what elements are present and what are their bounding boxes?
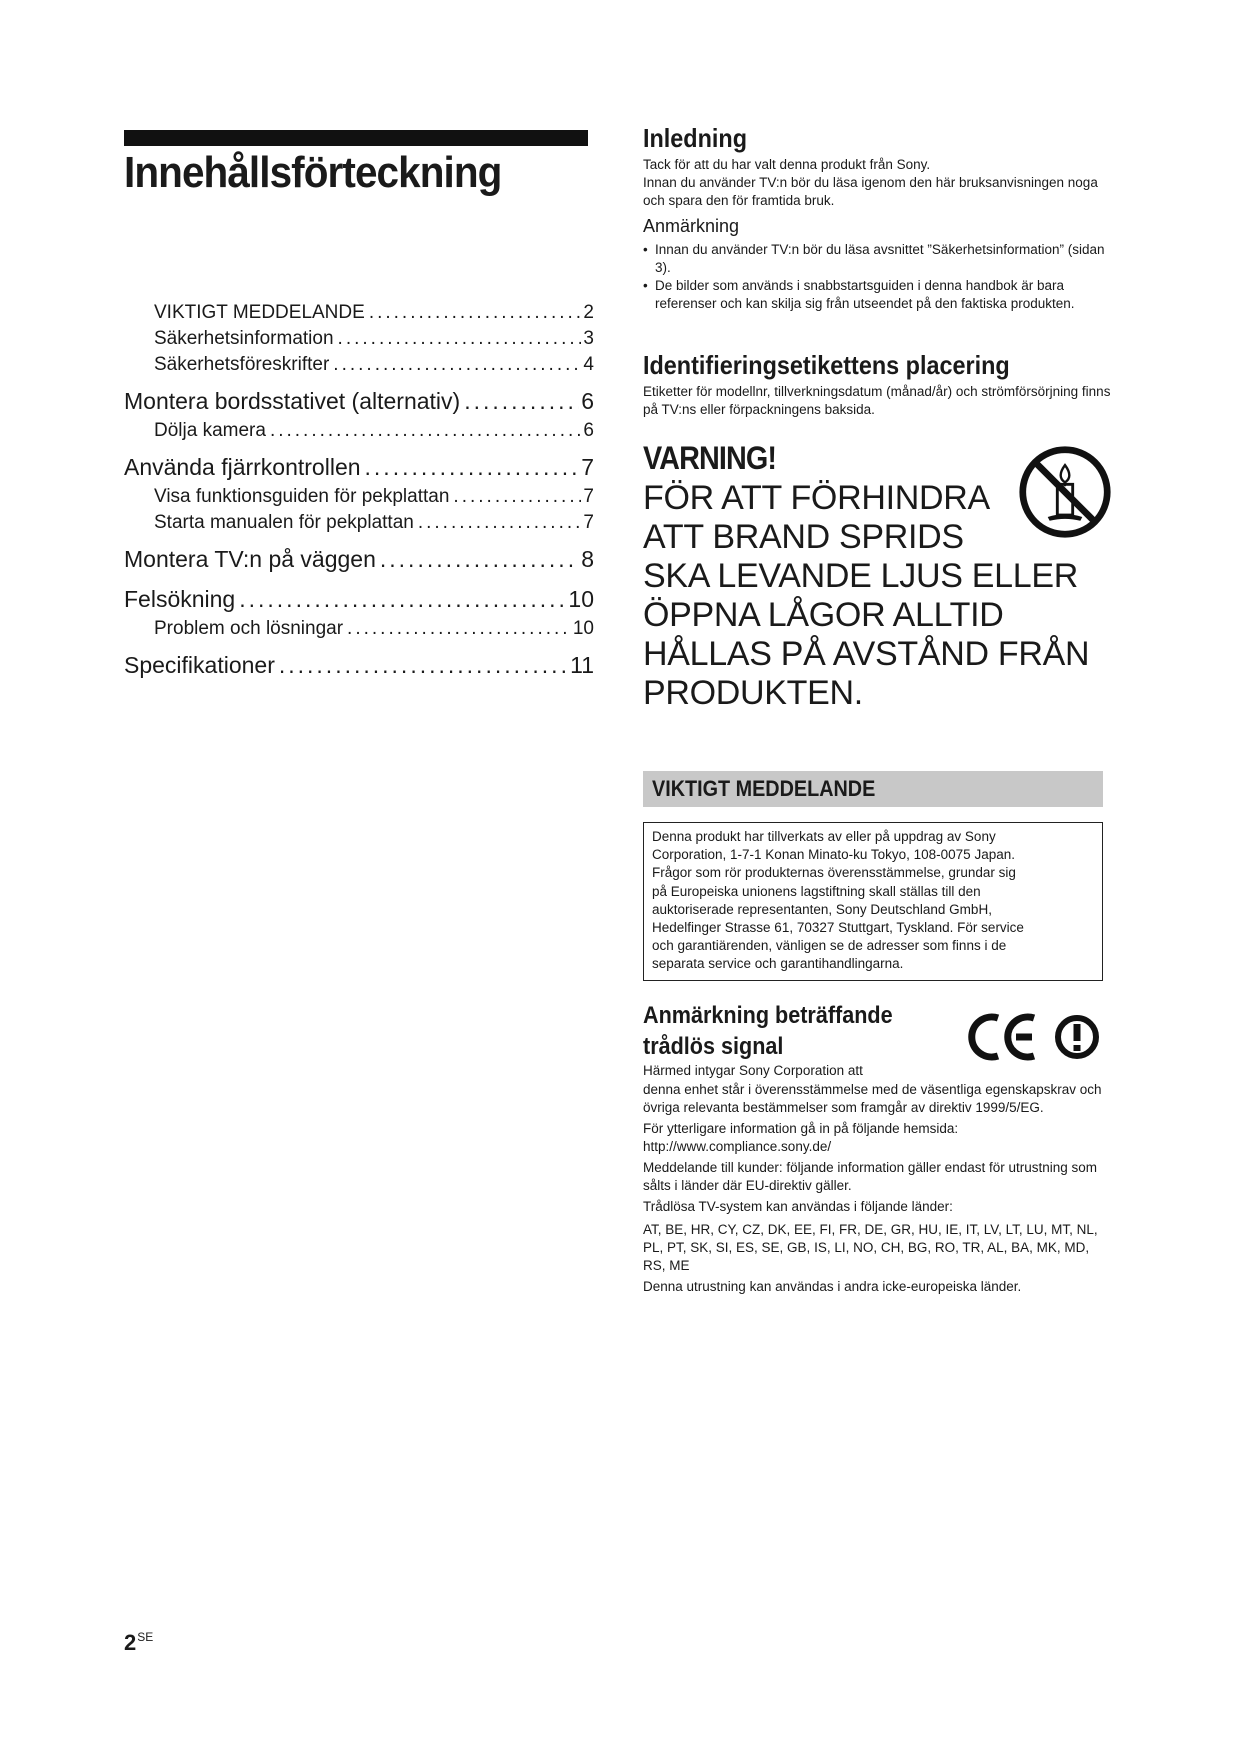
warning-text: FÖR ATT FÖRHINDRA ATT BRAND SPRIDS SKA LEVANDE LJUS ELLER ÖPPNA LÅGOR ALLTID HÅLLAS PÅ AVSTÅND FRÅN PRODUKTEN.	[643, 479, 1090, 712]
toc-entry[interactable]: Specifikationer ..... 11	[124, 648, 594, 682]
intro-section	[643, 122, 1113, 313]
country-list: AT, BE, HR, CY, CZ, DK, EE, FI, FR, DE, GR, HU, IE, IT, LV, LT, LU, MT, NL, PL, PT, SK, SI, ES, SE, GB, IS, LI, NO, CH, BG, RO, TR, AL, BA, MK, MD, RS, ME	[643, 1222, 1098, 1273]
warning-section	[643, 440, 1123, 713]
page-number: $2^{SE}$	[124, 1630, 154, 1655]
ce-alert-mark-icon	[954, 1008, 1104, 1066]
list-item: • De bilder som används i snabbstartsguiden i denna handbok är bara referenser och kan skilja sig från utseendet på den faktiska produkten.	[643, 277, 1113, 313]
toc-entry[interactable]: Montera bordsstativet (alternativ) ..... 6	[124, 384, 594, 418]
intro-text: Innan du använder TV:n bör du läsa igenom den här bruksanvisningen noga och spara den för framtida bruk.	[643, 175, 1098, 208]
notice-heading: VIKTIGT MEDDELANDE	[652, 776, 876, 801]
table-of-contents	[124, 300, 594, 682]
list-item: • Innan du använder TV:n bör du läsa avsnittet ”Säkerhetsinformation” (sidan 3).	[643, 241, 1113, 277]
toc-entry[interactable]: Felsökning ..... 10	[124, 582, 594, 616]
toc-entry[interactable]: Montera TV:n på väggen ..... 8	[124, 542, 594, 576]
compliance-link[interactable]: http://www.compliance.sony.de/	[643, 1139, 832, 1154]
wireless-heading: Anmärkning beträffande trådlös signal	[643, 1002, 893, 1060]
toc-entry[interactable]: Säkerhetsinformation ..... 3	[124, 326, 594, 352]
no-open-flame-icon	[1017, 444, 1113, 540]
toc-entry[interactable]: Problem och lösningar ..... 10	[124, 616, 594, 642]
title-rule	[124, 130, 588, 146]
notice-heading-bar	[643, 771, 1103, 807]
toc-entry[interactable]: Säkerhetsföreskrifter ..... 4	[124, 352, 594, 378]
wireless-body: Härmed intygar Sony Corporation att denna enhet står i överensstämmelse med de väsentliga egenskapskrav och övriga relevanta bestämmelser som framgår av direktiv 1999/5/EG. För ytterligare information gå in på följande hemsida: http://www.compliance.sony.de/ Meddelande till kunder: följande information gäller endast för utrustning som sålts i länder där EU-direktiv gäller. Trådlösa TV-system kan användas i följande länder: AT, BE, HR, CY, CZ, DK, EE, FI, FR, DE, GR, HU, IE, IT, LV, LT, LU, MT, NL, PL, PT, SK, SI, ES, SE, GB, IS, LI, NO, CH, BG, RO, TR, AL, BA, MK, MD, RS, ME Denna utrustning kan användas i andra icke-europeiska länder.	[643, 1062, 1113, 1299]
intro-heading: Inledning	[643, 123, 747, 153]
warning-heading: VARNING!	[643, 440, 777, 476]
note-list	[643, 241, 1113, 313]
toc-title: Innehållsförteckning	[124, 148, 502, 197]
label-heading: Identifieringsetikettens placering	[643, 350, 1010, 380]
toc-entry[interactable]: Använda fjärrkontrollen ..... 7	[124, 450, 594, 484]
toc-entry[interactable]: Visa funktionsguiden för pekplattan ..... 7	[124, 484, 594, 510]
toc-entry[interactable]: Dölja kamera ..... 6	[124, 418, 594, 444]
intro-text: Tack för att du har valt denna produkt från Sony.	[643, 157, 931, 172]
note-heading: Anmärkning	[643, 216, 740, 236]
label-section	[643, 349, 1113, 419]
toc-entry[interactable]: VIKTIGT MEDDELANDE ..... 2	[124, 300, 594, 326]
toc-entry[interactable]: Starta manualen för pekplattan ..... 7	[124, 510, 594, 536]
label-text: Etiketter för modellnr, tillverkningsdatum (månad/år) och strömförsörjning finns på TV:ns eller förpackningens baksida.	[643, 384, 1111, 417]
notice-box: Denna produkt har tillverkats av eller på uppdrag av Sony Corporation, 1-7-1 Konan Minato-ku Tokyo, 108-0075 Japan. Frågor som rör produkternas överensstämmelse, grundar sig på Europeiska unionens lagstiftning skall ställas till den auktoriserade representanten, Sony Deutschland GmbH, Hedelfinger Strasse 61, 70327 Stuttgart, Tyskland. För service och garantiärenden, vänligen se de adresser som finns i de separata service och garantihandlingarna.	[643, 822, 1103, 981]
